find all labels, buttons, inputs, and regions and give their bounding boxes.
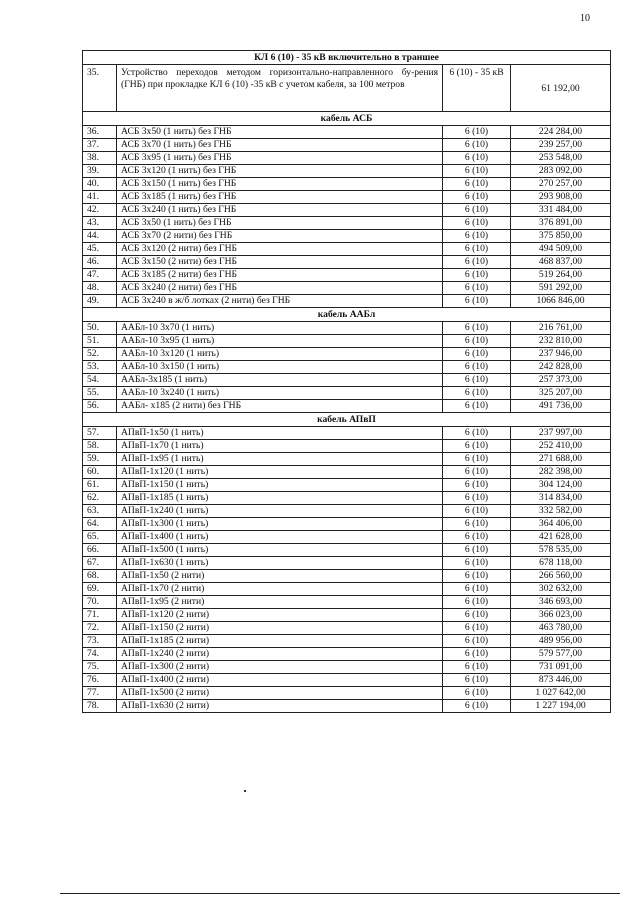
row-voltage: 6 (10) xyxy=(443,387,511,400)
row-price: 61 192,00 xyxy=(511,65,611,112)
row-price: 304 124,00 xyxy=(511,479,611,492)
row-voltage: 6 (10) xyxy=(443,322,511,335)
table-row xyxy=(83,544,611,557)
table-row xyxy=(83,139,611,152)
row-description: АПвП-1х70 (2 нити) xyxy=(117,583,443,596)
row-price: 257 373,00 xyxy=(511,374,611,387)
table-row xyxy=(83,635,611,648)
row-description: Устройство переходов методом горизонтально-направленного бу-рения (ГНБ) при прокладке КЛ 6 (10) -35 кВ с учетом кабеля, за 100 метров xyxy=(117,65,443,112)
row-description: ААБл-10 3х120 (1 нить) xyxy=(117,348,443,361)
row-voltage: 6 (10) xyxy=(443,152,511,165)
row-description: АПвП-1х50 (1 нить) xyxy=(117,427,443,440)
row-number: 65. xyxy=(83,531,117,544)
row-description: АПвП-1х630 (2 нити) xyxy=(117,700,443,713)
row-number: 73. xyxy=(83,635,117,648)
row-voltage: 6 (10) xyxy=(443,596,511,609)
row-voltage: 6 (10) xyxy=(443,191,511,204)
row-number: 45. xyxy=(83,243,117,256)
table-row xyxy=(83,165,611,178)
section-title: кабель АПвП xyxy=(83,413,611,427)
table-row xyxy=(83,492,611,505)
table-row xyxy=(83,322,611,335)
section-header xyxy=(83,308,611,322)
price-table xyxy=(82,50,611,713)
row-description: АСБ 3х150 (2 нити) без ГНБ xyxy=(117,256,443,269)
row-description: АПвП-1х95 (2 нити) xyxy=(117,596,443,609)
row-number: 77. xyxy=(83,687,117,700)
row-number: 58. xyxy=(83,440,117,453)
row-description: АПвП-1х95 (1 нить) xyxy=(117,453,443,466)
table-row xyxy=(83,609,611,622)
row-number: 41. xyxy=(83,191,117,204)
row-price: 293 908,00 xyxy=(511,191,611,204)
row-voltage: 6 (10) xyxy=(443,466,511,479)
table-row xyxy=(83,505,611,518)
row-description: АСБ 3х50 (1 нить) без ГНБ xyxy=(117,217,443,230)
table-row xyxy=(83,427,611,440)
row-description: АПвП-1х500 (1 нить) xyxy=(117,544,443,557)
table-row xyxy=(83,269,611,282)
row-number: 49. xyxy=(83,295,117,308)
row-number: 74. xyxy=(83,648,117,661)
row-description: АСБ 3х150 (1 нить) без ГНБ xyxy=(117,178,443,191)
row-number: 78. xyxy=(83,700,117,713)
row-voltage: 6 (10) - 35 кВ xyxy=(443,65,511,112)
row-voltage: 6 (10) xyxy=(443,282,511,295)
row-voltage: 6 (10) xyxy=(443,361,511,374)
table-row xyxy=(83,622,611,635)
table-row xyxy=(83,191,611,204)
row-description: АПвП-1х300 (2 нити) xyxy=(117,661,443,674)
row-voltage: 6 (10) xyxy=(443,256,511,269)
row-price: 491 736,00 xyxy=(511,400,611,413)
row-voltage: 6 (10) xyxy=(443,427,511,440)
row-price: 332 582,00 xyxy=(511,505,611,518)
row-price: 873 446,00 xyxy=(511,674,611,687)
row-voltage: 6 (10) xyxy=(443,479,511,492)
row-voltage: 6 (10) xyxy=(443,622,511,635)
row-price: 266 560,00 xyxy=(511,570,611,583)
table-row xyxy=(83,518,611,531)
row-voltage: 6 (10) xyxy=(443,126,511,139)
row-number: 55. xyxy=(83,387,117,400)
row-price: 271 688,00 xyxy=(511,453,611,466)
row-price: 252 410,00 xyxy=(511,440,611,453)
row-number: 75. xyxy=(83,661,117,674)
row-description: ААБл-10 3х150 (1 нить) xyxy=(117,361,443,374)
row-voltage: 6 (10) xyxy=(443,557,511,570)
row-description: ААБл- х185 (2 нити) без ГНБ xyxy=(117,400,443,413)
row-number: 36. xyxy=(83,126,117,139)
table-row xyxy=(83,256,611,269)
row-voltage: 6 (10) xyxy=(443,635,511,648)
row-description: АСБ 3х240 (2 нити) без ГНБ xyxy=(117,282,443,295)
table-row xyxy=(83,648,611,661)
row-voltage: 6 (10) xyxy=(443,687,511,700)
row-price: 578 535,00 xyxy=(511,544,611,557)
row-number: 48. xyxy=(83,282,117,295)
row-price: 232 810,00 xyxy=(511,335,611,348)
row-description: АСБ 3х185 (2 нити) без ГНБ xyxy=(117,269,443,282)
row-number: 54. xyxy=(83,374,117,387)
row-voltage: 6 (10) xyxy=(443,295,511,308)
row-voltage: 6 (10) xyxy=(443,204,511,217)
row-voltage: 6 (10) xyxy=(443,348,511,361)
section-title: кабель АСБ xyxy=(83,112,611,126)
row-number: 46. xyxy=(83,256,117,269)
table-row xyxy=(83,453,611,466)
table-row xyxy=(83,65,611,112)
table-row xyxy=(83,217,611,230)
row-number: 51. xyxy=(83,335,117,348)
table-row xyxy=(83,204,611,217)
row-number: 76. xyxy=(83,674,117,687)
table-row xyxy=(83,674,611,687)
table-row xyxy=(83,557,611,570)
row-description: АСБ 3х95 (1 нить) без ГНБ xyxy=(117,152,443,165)
row-voltage: 6 (10) xyxy=(443,178,511,191)
row-price: 519 264,00 xyxy=(511,269,611,282)
row-price: 216 761,00 xyxy=(511,322,611,335)
row-price: 325 207,00 xyxy=(511,387,611,400)
table-row xyxy=(83,243,611,256)
row-price: 237 946,00 xyxy=(511,348,611,361)
row-description: ААБл-10 3х240 (1 нить) xyxy=(117,387,443,400)
row-voltage: 6 (10) xyxy=(443,335,511,348)
row-number: 56. xyxy=(83,400,117,413)
row-price: 1 027 642,00 xyxy=(511,687,611,700)
row-description: АСБ 3х120 (1 нить) без ГНБ xyxy=(117,165,443,178)
row-price: 494 509,00 xyxy=(511,243,611,256)
row-voltage: 6 (10) xyxy=(443,230,511,243)
row-description: АПвП-1х240 (2 нити) xyxy=(117,648,443,661)
row-price: 239 257,00 xyxy=(511,139,611,152)
row-description: АСБ 3х50 (1 нить) без ГНБ xyxy=(117,126,443,139)
row-price: 421 628,00 xyxy=(511,531,611,544)
row-voltage: 6 (10) xyxy=(443,217,511,230)
row-description: АСБ 3х70 (2 нити) без ГНБ xyxy=(117,230,443,243)
row-number: 67. xyxy=(83,557,117,570)
row-description: АПвП-1х630 (1 нить) xyxy=(117,557,443,570)
row-description: АПвП-1х400 (1 нить) xyxy=(117,531,443,544)
table-row xyxy=(83,152,611,165)
row-price: 468 837,00 xyxy=(511,256,611,269)
row-description: АПвП-1х300 (1 нить) xyxy=(117,518,443,531)
row-voltage: 6 (10) xyxy=(443,609,511,622)
table-row xyxy=(83,479,611,492)
row-number: 69. xyxy=(83,583,117,596)
page-number: 10 xyxy=(580,13,590,24)
table-row xyxy=(83,570,611,583)
row-voltage: 6 (10) xyxy=(443,453,511,466)
table-row xyxy=(83,583,611,596)
row-voltage: 6 (10) xyxy=(443,139,511,152)
row-price: 302 632,00 xyxy=(511,583,611,596)
row-description: АПвП-1х185 (2 нити) xyxy=(117,635,443,648)
table-row xyxy=(83,661,611,674)
row-description: АСБ 3х240 в ж/б лотках (2 нити) без ГНБ xyxy=(117,295,443,308)
table-row xyxy=(83,466,611,479)
row-description: АПвП-1х70 (1 нить) xyxy=(117,440,443,453)
table-row xyxy=(83,361,611,374)
table-row xyxy=(83,700,611,713)
table-row xyxy=(83,687,611,700)
row-number: 66. xyxy=(83,544,117,557)
row-number: 42. xyxy=(83,204,117,217)
row-price: 314 834,00 xyxy=(511,492,611,505)
row-voltage: 6 (10) xyxy=(443,570,511,583)
row-price: 1 227 194,00 xyxy=(511,700,611,713)
row-description: АПвП-1х150 (1 нить) xyxy=(117,479,443,492)
row-price: 376 891,00 xyxy=(511,217,611,230)
row-price: 237 997,00 xyxy=(511,427,611,440)
row-description: АПвП-1х240 (1 нить) xyxy=(117,505,443,518)
row-price: 1066 846,00 xyxy=(511,295,611,308)
row-voltage: 6 (10) xyxy=(443,544,511,557)
table-row xyxy=(83,387,611,400)
row-description: ААБл-3х185 (1 нить) xyxy=(117,374,443,387)
section-title: КЛ 6 (10) - 35 кВ включительно в траншее xyxy=(83,51,611,65)
table-row xyxy=(83,374,611,387)
table-row xyxy=(83,335,611,348)
row-voltage: 6 (10) xyxy=(443,700,511,713)
row-price: 242 828,00 xyxy=(511,361,611,374)
row-number: 52. xyxy=(83,348,117,361)
row-number: 38. xyxy=(83,152,117,165)
row-number: 39. xyxy=(83,165,117,178)
row-voltage: 6 (10) xyxy=(443,583,511,596)
row-price: 489 956,00 xyxy=(511,635,611,648)
row-price: 270 257,00 xyxy=(511,178,611,191)
row-voltage: 6 (10) xyxy=(443,374,511,387)
bottom-rule xyxy=(60,893,620,894)
row-voltage: 6 (10) xyxy=(443,648,511,661)
row-voltage: 6 (10) xyxy=(443,531,511,544)
row-number: 72. xyxy=(83,622,117,635)
table-row xyxy=(83,440,611,453)
row-number: 71. xyxy=(83,609,117,622)
row-number: 64. xyxy=(83,518,117,531)
table-row xyxy=(83,230,611,243)
row-voltage: 6 (10) xyxy=(443,518,511,531)
row-price: 331 484,00 xyxy=(511,204,611,217)
row-voltage: 6 (10) xyxy=(443,661,511,674)
row-description: АПвП-1х150 (2 нити) xyxy=(117,622,443,635)
row-price: 282 398,00 xyxy=(511,466,611,479)
row-description: АПвП-1х50 (2 нити) xyxy=(117,570,443,583)
row-number: 43. xyxy=(83,217,117,230)
section-header xyxy=(83,51,611,65)
row-voltage: 6 (10) xyxy=(443,165,511,178)
row-number: 61. xyxy=(83,479,117,492)
row-number: 57. xyxy=(83,427,117,440)
row-number: 63. xyxy=(83,505,117,518)
row-price: 283 092,00 xyxy=(511,165,611,178)
row-price: 463 780,00 xyxy=(511,622,611,635)
row-number: 59. xyxy=(83,453,117,466)
row-number: 60. xyxy=(83,466,117,479)
row-voltage: 6 (10) xyxy=(443,269,511,282)
scan-speck xyxy=(244,790,246,792)
row-voltage: 6 (10) xyxy=(443,674,511,687)
row-price: 731 091,00 xyxy=(511,661,611,674)
row-number: 47. xyxy=(83,269,117,282)
row-price: 375 850,00 xyxy=(511,230,611,243)
row-number: 70. xyxy=(83,596,117,609)
row-price: 364 406,00 xyxy=(511,518,611,531)
section-header xyxy=(83,112,611,126)
row-voltage: 6 (10) xyxy=(443,505,511,518)
row-price: 591 292,00 xyxy=(511,282,611,295)
row-description: АПвП-1х120 (1 нить) xyxy=(117,466,443,479)
table-row xyxy=(83,596,611,609)
row-number: 37. xyxy=(83,139,117,152)
table-row xyxy=(83,282,611,295)
row-voltage: 6 (10) xyxy=(443,492,511,505)
table-row xyxy=(83,400,611,413)
row-description: АПвП-1х400 (2 нити) xyxy=(117,674,443,687)
row-number: 53. xyxy=(83,361,117,374)
table-row xyxy=(83,295,611,308)
row-number: 68. xyxy=(83,570,117,583)
table-row xyxy=(83,531,611,544)
table-row xyxy=(83,348,611,361)
row-number: 44. xyxy=(83,230,117,243)
row-number: 62. xyxy=(83,492,117,505)
row-price: 224 284,00 xyxy=(511,126,611,139)
row-description: АСБ 3х70 (1 нить) без ГНБ xyxy=(117,139,443,152)
row-voltage: 6 (10) xyxy=(443,440,511,453)
table-row xyxy=(83,178,611,191)
row-number: 35. xyxy=(83,65,117,112)
row-price: 253 548,00 xyxy=(511,152,611,165)
row-number: 50. xyxy=(83,322,117,335)
row-description: АПвП-1х185 (1 нить) xyxy=(117,492,443,505)
table-row xyxy=(83,126,611,139)
row-description: АСБ 3х120 (2 нити) без ГНБ xyxy=(117,243,443,256)
row-price: 579 577,00 xyxy=(511,648,611,661)
section-title: кабель ААБл xyxy=(83,308,611,322)
row-price: 678 118,00 xyxy=(511,557,611,570)
row-price: 346 693,00 xyxy=(511,596,611,609)
row-number: 40. xyxy=(83,178,117,191)
row-description: АПвП-1х500 (2 нити) xyxy=(117,687,443,700)
row-price: 366 023,00 xyxy=(511,609,611,622)
row-description: АПвП-1х120 (2 нити) xyxy=(117,609,443,622)
row-voltage: 6 (10) xyxy=(443,400,511,413)
row-description: АСБ 3х185 (1 нить) без ГНБ xyxy=(117,191,443,204)
section-header xyxy=(83,413,611,427)
row-description: АСБ 3х240 (1 нить) без ГНБ xyxy=(117,204,443,217)
row-voltage: 6 (10) xyxy=(443,243,511,256)
row-description: ААБл-10 3х70 (1 нить) xyxy=(117,322,443,335)
row-description: ААБл-10 3х95 (1 нить) xyxy=(117,335,443,348)
